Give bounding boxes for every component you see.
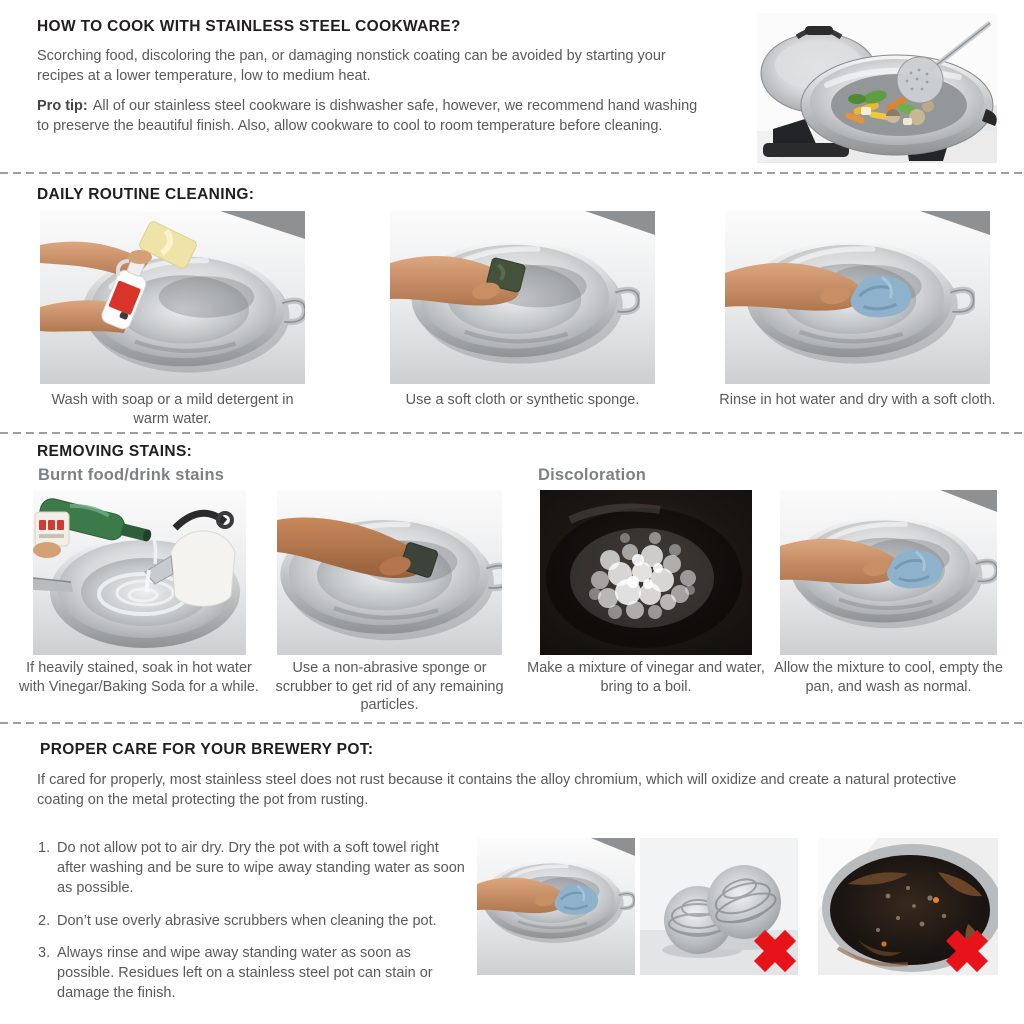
list-text: Do not allow pot to air dry. Dry the pot with a soft towel right after washing and be sure to wipe away standing water as soon as possible. bbox=[57, 840, 465, 896]
daily-step-caption: Rinse in hot water and dry with a soft cloth. bbox=[719, 392, 996, 408]
stains-subheading-discoloration: Discoloration bbox=[538, 466, 647, 484]
stain-step-caption: Allow the mixture to cool, empty the pan, and wash as normal. bbox=[774, 660, 1003, 695]
cook-intro-text: Scorching food, discoloring the pan, or damaging nonstick coating can be avoided by starting your recipes at a lower temperature, low to medium heat. bbox=[37, 48, 666, 84]
section-divider bbox=[0, 722, 1024, 724]
care-intro-text: If cared for properly, most stainless steel does not rust because it contains the alloy chromium, which will oxidize and create a natural protective coating on the metal protecting the pot from rusting. bbox=[37, 772, 957, 808]
photo-daily-rinse bbox=[725, 211, 990, 384]
photo-wok-stirfry bbox=[757, 13, 997, 163]
stains-section-heading: REMOVING STAINS: bbox=[37, 443, 193, 460]
photo-stain-wipe bbox=[780, 490, 997, 655]
list-number: 2. bbox=[38, 912, 51, 929]
cook-section-heading: HOW TO COOK WITH STAINLESS STEEL COOKWARE? bbox=[37, 18, 461, 35]
photo-stain-soak bbox=[33, 490, 246, 655]
care-list-item bbox=[38, 912, 468, 932]
care-list-item bbox=[38, 839, 468, 899]
cook-protip-text bbox=[37, 97, 705, 137]
daily-step-caption: Use a soft cloth or synthetic sponge. bbox=[405, 392, 640, 408]
list-number: 1. bbox=[38, 840, 51, 856]
photo-daily-wash bbox=[40, 211, 305, 384]
protip-label: Pro tip: bbox=[37, 98, 88, 114]
photo-stain-boil bbox=[540, 490, 752, 655]
photo-stain-scrub bbox=[277, 490, 502, 655]
photo-daily-sponge bbox=[390, 211, 655, 384]
stain-step-caption: Use a non-abrasive sponge or scrubber to get rid of any remaining particles. bbox=[275, 660, 504, 714]
list-text: Don’t use overly abrasive scrubbers when cleaning the pot. bbox=[57, 912, 437, 929]
section-divider bbox=[0, 172, 1024, 174]
stain-step-caption: If heavily stained, soak in hot water with Vinegar/Baking Soda for a while. bbox=[19, 660, 259, 695]
list-number: 3. bbox=[38, 945, 51, 962]
section-divider bbox=[0, 432, 1024, 434]
stains-subheading-burnt: Burnt food/drink stains bbox=[38, 466, 225, 484]
daily-step-caption: Wash with soap or a mild detergent in warm water. bbox=[51, 392, 294, 427]
list-text: Always rinse and wipe away standing water as soon as possible. Residues left on a stainless steel pot can stain or damage the finish. bbox=[57, 945, 433, 1002]
x-mark-icon bbox=[752, 928, 798, 974]
care-list bbox=[38, 839, 468, 1017]
stain-step-caption: Make a mixture of vinegar and water, bring to a boil. bbox=[527, 660, 765, 695]
photo-care-dry bbox=[477, 838, 635, 975]
care-list-item bbox=[38, 944, 468, 1004]
daily-section-heading: DAILY ROUTINE CLEANING: bbox=[37, 186, 255, 203]
protip-body: All of our stainless steel cookware is dishwasher safe, however, we recommend hand washing to preserve the beautiful finish. Also, allow cookware to cool to room temperature before cleaning. bbox=[37, 98, 698, 134]
care-section-heading: PROPER CARE FOR YOUR BREWERY POT: bbox=[40, 741, 374, 758]
x-mark-icon bbox=[944, 928, 990, 974]
